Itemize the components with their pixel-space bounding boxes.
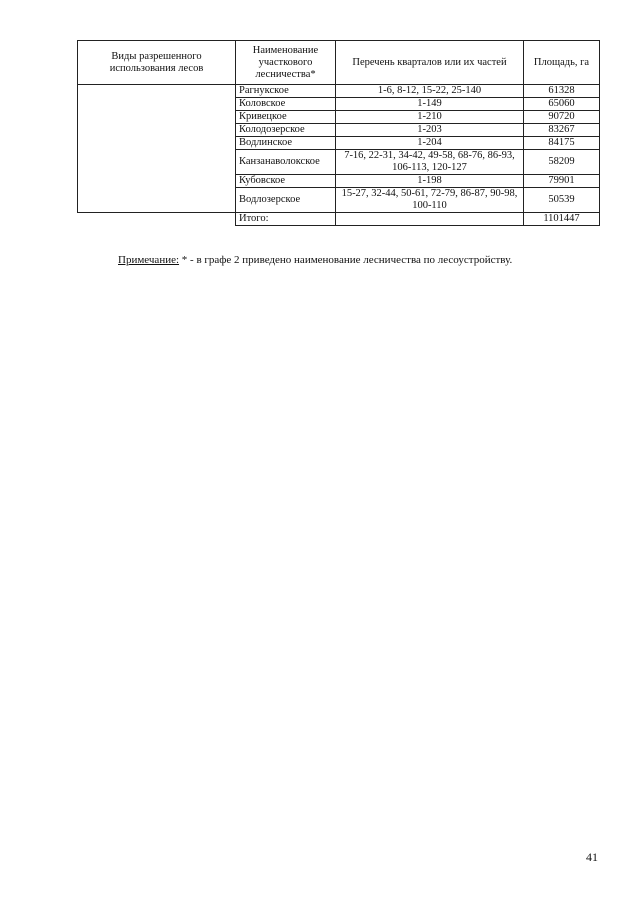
forestry-name: Рагнукское	[236, 85, 336, 98]
blocks-list: 1-203	[336, 124, 524, 137]
total-blank-blocks	[336, 213, 524, 226]
footnote-text: * - в графе 2 приведено наименование лесничества по лесоустройству.	[179, 254, 513, 266]
total-blank-cell	[78, 213, 236, 226]
forestry-name: Водлинское	[236, 137, 336, 150]
header-forestry-name: Наименование участкового лесничества*	[236, 41, 336, 85]
forestry-name: Колодозерское	[236, 124, 336, 137]
forestry-name: Кривецкое	[236, 111, 336, 124]
blocks-list: 1-6, 8-12, 15-22, 25-140	[336, 85, 524, 98]
area-value: 65060	[524, 98, 600, 111]
forestry-name: Коловское	[236, 98, 336, 111]
forestry-name: Водлозерское	[236, 188, 336, 213]
blocks-list: 1-149	[336, 98, 524, 111]
blocks-list: 7-16, 22-31, 34-42, 49-58, 68-76, 86-93, 106-113, 120-127	[336, 150, 524, 175]
blocks-list: 1-198	[336, 175, 524, 188]
forestry-name: Канзанаволокское	[236, 150, 336, 175]
forestry-name: Кубовское	[236, 175, 336, 188]
area-value: 58209	[524, 150, 600, 175]
total-label: Итого:	[236, 213, 336, 226]
blocks-list: 1-204	[336, 137, 524, 150]
header-usage-type: Виды разрешенного использования лесов	[78, 41, 236, 85]
blocks-list: 1-210	[336, 111, 524, 124]
table-total-row	[78, 213, 600, 226]
footnote-label: Примечание:	[118, 254, 180, 266]
footnote	[118, 254, 512, 266]
area-value: 61328	[524, 85, 600, 98]
page-number: 41	[586, 850, 598, 864]
header-area: Площадь, га	[524, 41, 600, 85]
area-value: 83267	[524, 124, 600, 137]
table-row	[78, 85, 600, 98]
table-header-row	[78, 41, 600, 85]
blocks-list: 15-27, 32-44, 50-61, 72-79, 86-87, 90-98, 100-110	[336, 188, 524, 213]
total-area-value: 1101447	[524, 213, 600, 226]
area-value: 50539	[524, 188, 600, 213]
area-value: 90720	[524, 111, 600, 124]
header-blocks-list: Перечень кварталов или их частей	[336, 41, 524, 85]
forest-use-table	[77, 40, 600, 226]
area-value: 84175	[524, 137, 600, 150]
area-value: 79901	[524, 175, 600, 188]
usage-type-cell	[78, 85, 236, 213]
